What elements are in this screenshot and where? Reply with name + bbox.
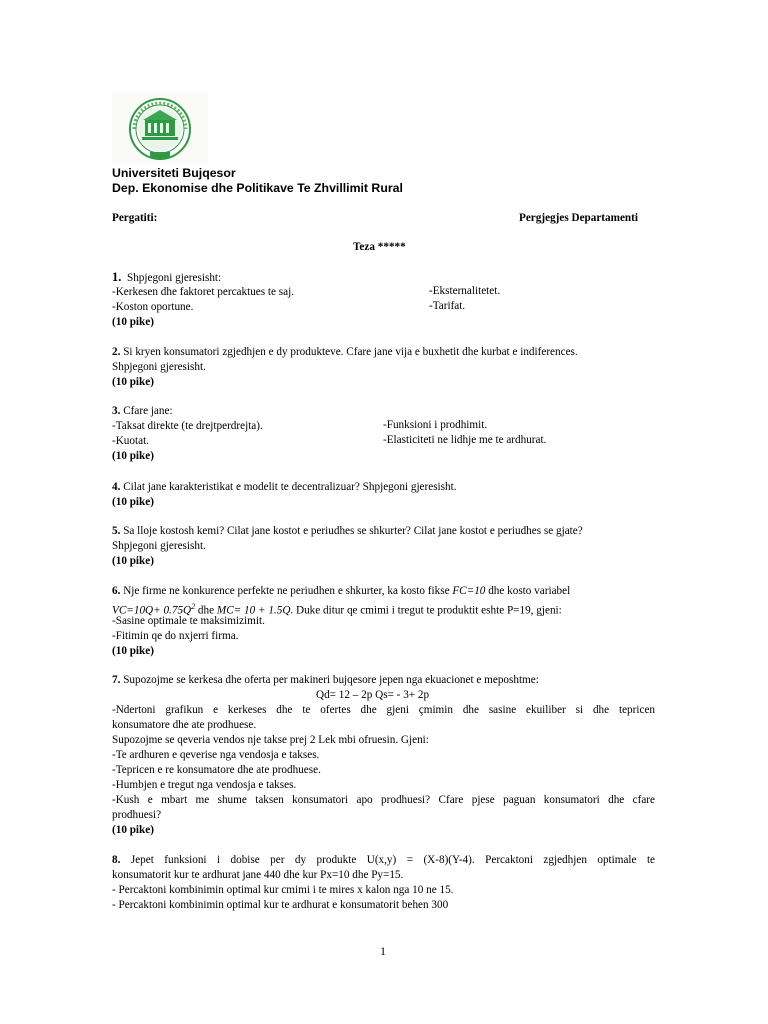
list-item: -Kuotat. xyxy=(112,435,149,447)
university-seal-icon xyxy=(112,92,208,164)
points-label: (10 pike) xyxy=(112,450,154,462)
question-2 xyxy=(112,345,578,390)
responsible-label: Pergjegjes Departamenti xyxy=(519,212,638,224)
exam-title: Teza ***** xyxy=(353,241,406,253)
question-text: Nje firme ne konkurence perfekte ne periudhen e shkurter, ka kosto fikse xyxy=(123,585,453,597)
question-text: Si kryen konsumatori zgjedhjen e dy produkteve. Cfare jane vija e buxhetit dhe kurbat e indiferences. xyxy=(123,346,578,358)
list-item: -Elasticiteti ne lidhje me te ardhurat. xyxy=(383,434,547,446)
list-item: -Humbjen e tregut nga vendosja e takses. xyxy=(112,779,297,791)
question-8 xyxy=(112,853,655,913)
points-label: (10 pike) xyxy=(112,824,154,836)
fixed-cost-formula: FC=10 xyxy=(452,585,486,597)
question-text: Jepet funksioni i dobise per dy produkte U(x,y) = (X-8)(Y-4). Percaktoni zgjedhjen optimale te xyxy=(130,854,656,866)
question-text: Supozojme se qeveria vendos nje takse prej 2 Lek mbi ofruesin. Gjeni: xyxy=(112,734,429,746)
question-1 xyxy=(112,270,294,330)
prepared-label: Pergatiti: xyxy=(112,212,158,224)
list-item: -Kerkesen dhe faktoret percaktues te saj. xyxy=(112,286,295,298)
question-3 xyxy=(112,404,263,464)
question-text: -Ndertoni grafikun e kerkeses dhe te ofertes dhe gjeni çmimin dhe sasine ekuiliber si dhe tepricen xyxy=(112,704,655,716)
list-item: - Percaktoni kombinimin optimal kur te ardhurat e konsumatorit behen 300 xyxy=(112,899,449,911)
question-text: konsumatore dhe ate prodhuese. xyxy=(112,719,257,731)
university-logo xyxy=(112,92,208,164)
question-number: 4. xyxy=(112,481,121,493)
question-text: Cfare jane: xyxy=(123,405,173,417)
list-item: -Sasine optimale te maksimizimit. xyxy=(112,615,265,627)
exponent: 2 xyxy=(191,602,196,611)
question-number: 6. xyxy=(112,585,121,597)
question-text: -Kush e mbart me shume taksen konsumatori apo prodhuesi? Cfare pjese paguan konsumatori dhe cfare xyxy=(112,794,655,806)
question-text: Cilat jane karakteristikat e modelit te decentralizuar? Shpjegoni gjeresisht. xyxy=(123,481,457,493)
points-label: (10 pike) xyxy=(112,555,154,567)
list-item: -Tarifat. xyxy=(429,300,466,312)
question-text: Supozojme se kerkesa dhe oferta per makineri bujqesore jepen nga ekuacionet e meposhtme: xyxy=(123,674,539,686)
question-number: 2. xyxy=(112,346,121,358)
points-label: (10 pike) xyxy=(112,316,154,328)
points-label: (10 pike) xyxy=(112,376,154,388)
university-name: Universiteti Bujqesor xyxy=(112,166,236,180)
question-text: prodhuesi? xyxy=(112,809,162,821)
question-text: Sa lloje kostosh kemi? Cilat jane kostot e periudhes se shkurter? Cilat jane kostot e periudhes se gjate? xyxy=(123,525,583,537)
points-label: (10 pike) xyxy=(112,496,154,508)
list-item: -Koston oportune. xyxy=(112,301,194,313)
page-number: 1 xyxy=(380,944,386,958)
list-item: -Eksternalitetet. xyxy=(429,285,501,297)
question-text: dhe kosto variabel xyxy=(485,585,571,597)
question-5 xyxy=(112,524,583,569)
department-name: Dep. Ekonomise dhe Politikave Te Zhvillimit Rural xyxy=(112,181,403,195)
question-text: . Duke ditur qe cmimi i tregut te produktit eshte P=19, gjeni: xyxy=(290,604,562,617)
question-number: 5. xyxy=(112,525,121,537)
question-text: dhe xyxy=(195,604,217,617)
question-number: 8. xyxy=(112,854,121,866)
list-item: -Tepricen e re konsumatore dhe ate prodhuese. xyxy=(112,764,321,776)
question-7 xyxy=(112,673,655,838)
question-4 xyxy=(112,480,457,510)
question-number: 3. xyxy=(112,405,121,417)
list-item: -Fitimin qe do nxjerri firma. xyxy=(112,630,239,642)
question-text: konsumatorit kur te ardhurat jane 440 dhe kur Px=10 dhe Py=15. xyxy=(112,869,404,881)
question-text: Shpjegoni gjeresisht: xyxy=(126,272,222,284)
list-item: -Funksioni i prodhimit. xyxy=(383,419,488,431)
question-number: 1. xyxy=(112,270,122,284)
question-number: 7. xyxy=(112,674,121,686)
list-item: -Te ardhuren e qeverise nga vendosja e takses. xyxy=(112,749,320,761)
list-item: -Taksat direkte (te drejtperdrejta). xyxy=(112,420,263,432)
points-label: (10 pike) xyxy=(112,645,154,657)
question-text: Shpjegoni gjeresisht. xyxy=(112,540,206,552)
marginal-cost-formula: MC= 10 + 1.5Q xyxy=(216,604,291,617)
question-6 xyxy=(112,584,570,659)
question-text: Shpjegoni gjeresisht. xyxy=(112,361,206,373)
list-item: - Percaktoni kombinimin optimal kur cmimi i te mires x kalon nga 10 ne 15. xyxy=(112,884,454,896)
variable-cost-formula: VC=10Q+ 0.75Q xyxy=(112,604,192,617)
equations: Qd= 12 – 2p Qs= - 3+ 2p xyxy=(316,689,430,701)
